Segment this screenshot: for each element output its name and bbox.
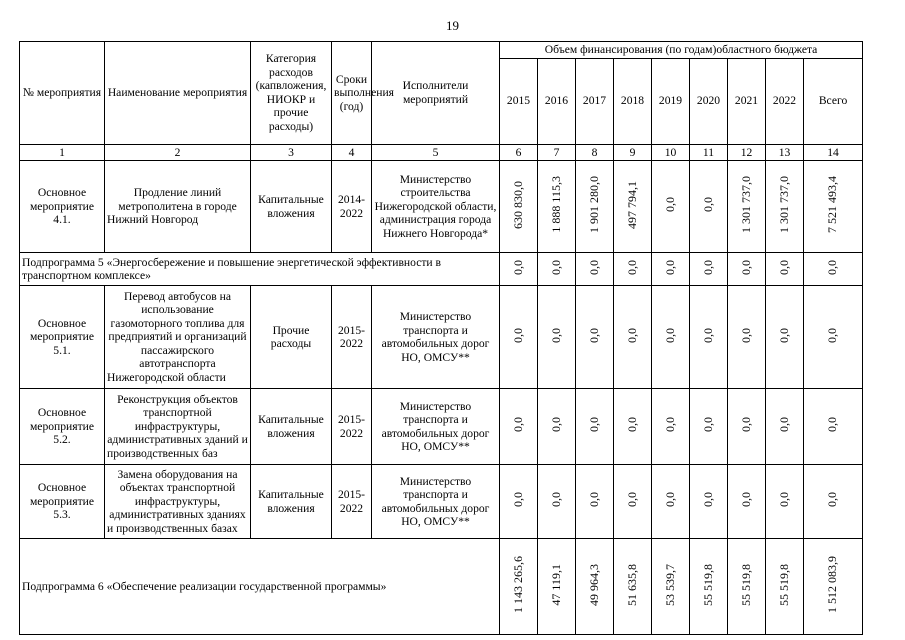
expense-category: Капитальные вложения [251,389,332,465]
funding-year-cell [652,253,690,286]
funding-year-cell [766,253,804,286]
column-index: 9 [614,144,652,161]
funding-value: 0,0 [510,417,525,433]
funding-year-cell [690,253,728,286]
funding-value: 1 301 737,0 [776,176,791,234]
header-total: Всего [804,58,863,144]
measure-name: Перевод автобусов на использование газомоторного топлива для предприятий и организаций пассажирского автотранспорта Нижегородской области [105,286,251,389]
funding-value: 0,0 [586,492,601,508]
funding-year-cell [766,389,804,465]
column-index: 12 [728,144,766,161]
funding-year-cell [538,389,576,465]
column-index: 7 [538,144,576,161]
funding-value: 0,0 [586,259,601,275]
header-terms: Сроки выполнения (год) [332,42,372,145]
column-index: 8 [576,144,614,161]
funding-total-cell [804,389,863,465]
subprogram-row [20,253,863,286]
column-index: 6 [500,144,538,161]
funding-value: 0,0 [510,259,525,275]
funding-year-cell [576,253,614,286]
funding-value: 0,0 [662,259,677,275]
funding-value: 0,0 [700,197,715,213]
funding-year-cell [538,253,576,286]
funding-value: 0,0 [662,492,677,508]
funding-value: 0,0 [738,492,753,508]
executors: Министерство транспорта и автомобильных дорог НО, ОМСУ** [372,389,500,465]
subprogram-title: Подпрограмма 6 «Обеспечение реализации государственной программы» [20,539,500,635]
expense-category: Прочие расходы [251,286,332,389]
measure-number: Основное мероприятие 5.2. [20,389,105,465]
column-index: 11 [690,144,728,161]
funding-year-cell [728,286,766,389]
funding-value: 0,0 [624,327,639,343]
funding-table [19,41,863,635]
funding-year-cell [728,465,766,539]
funding-year-cell [728,253,766,286]
funding-year-cell [538,161,576,253]
funding-year-cell [614,161,652,253]
funding-year-cell [500,465,538,539]
funding-year-cell [690,539,728,635]
measure-row [20,161,863,253]
funding-value: 0,0 [548,492,563,508]
funding-value: 7 521 493,4 [825,176,840,234]
funding-value: 0,0 [738,259,753,275]
funding-year-cell [500,286,538,389]
funding-value: 0,0 [700,492,715,508]
funding-total-cell [804,539,863,635]
expense-category: Капитальные вложения [251,161,332,253]
funding-year-cell [614,465,652,539]
funding-value: 0,0 [825,492,840,508]
funding-year-cell [614,539,652,635]
executors: Министерство строительства Нижегородской области, администрация города Нижнего Новгорода* [372,161,500,253]
funding-value: 0,0 [510,492,525,508]
funding-value: 0,0 [548,417,563,433]
implementation-terms: 2015-2022 [332,286,372,389]
funding-year-cell [728,389,766,465]
funding-year-cell [652,286,690,389]
header-year: 2022 [766,58,804,144]
header-no: № мероприятия [20,42,105,145]
header-year: 2019 [652,58,690,144]
header-year: 2020 [690,58,728,144]
funding-year-cell [538,286,576,389]
funding-value: 0,0 [776,327,791,343]
column-index: 2 [105,144,251,161]
funding-value: 55 519,8 [738,563,753,606]
funding-value: 0,0 [662,197,677,213]
executors: Министерство транспорта и автомобильных дорог НО, ОМСУ** [372,286,500,389]
funding-year-cell [500,539,538,635]
funding-year-cell [614,253,652,286]
funding-value: 0,0 [510,327,525,343]
header-year: 2017 [576,58,614,144]
funding-year-cell [766,161,804,253]
funding-year-cell [690,465,728,539]
column-index: 5 [372,144,500,161]
funding-year-cell [576,465,614,539]
funding-year-cell [500,389,538,465]
page-number: 19 [446,18,459,33]
measure-row [20,286,863,389]
funding-value: 1 901 280,0 [586,176,601,234]
funding-year-cell [500,253,538,286]
funding-value: 1 301 737,0 [738,176,753,234]
funding-value: 0,0 [738,417,753,433]
funding-total-cell [804,465,863,539]
funding-year-cell [690,286,728,389]
funding-year-cell [538,539,576,635]
funding-value: 0,0 [548,327,563,343]
funding-year-cell [576,161,614,253]
funding-total-cell [804,286,863,389]
funding-year-cell [766,465,804,539]
column-index: 14 [804,144,863,161]
executors: Министерство транспорта и автомобильных дорог НО, ОМСУ** [372,465,500,539]
funding-year-cell [652,389,690,465]
measure-name: Замена оборудования на объектах транспортной инфраструктуры, административных зданиях и производственных базах [105,465,251,539]
funding-year-cell [614,389,652,465]
measure-name: Реконструкция объектов транспортной инфраструктуры, административных зданий и производственных баз [105,389,251,465]
header-name: Наименование мероприятия [105,42,251,145]
funding-value: 0,0 [825,417,840,433]
funding-year-cell [766,286,804,389]
column-index: 13 [766,144,804,161]
funding-year-cell [576,389,614,465]
measure-name: Продление линий метрополитена в городе Нижний Новгород [105,161,251,253]
implementation-terms: 2015-2022 [332,465,372,539]
funding-total-cell [804,253,863,286]
funding-year-cell [538,465,576,539]
measure-number: Основное мероприятие 5.1. [20,286,105,389]
funding-value: 0,0 [825,327,840,343]
funding-value: 0,0 [586,327,601,343]
funding-value: 0,0 [700,417,715,433]
funding-year-cell [766,539,804,635]
measure-number: Основное мероприятие 4.1. [20,161,105,253]
column-index: 3 [251,144,332,161]
header-executors: Исполнители мероприятий [372,42,500,145]
funding-value: 0,0 [700,259,715,275]
header-category: Категория расходов (капвложения, НИОКР и прочие расходы) [251,42,332,145]
header-funding: Объем финансирования (по годам)областного бюджета [500,42,863,59]
funding-year-cell [576,539,614,635]
funding-value: 0,0 [624,259,639,275]
funding-value: 0,0 [776,417,791,433]
funding-year-cell [614,286,652,389]
header-year: 2021 [728,58,766,144]
funding-year-cell [652,539,690,635]
funding-value: 55 519,8 [776,563,791,606]
funding-year-cell [652,161,690,253]
funding-value: 0,0 [662,417,677,433]
funding-value: 0,0 [776,492,791,508]
funding-value: 1 143 265,6 [510,556,525,614]
funding-value: 1 888 115,3 [548,176,563,234]
funding-year-cell [576,286,614,389]
funding-year-cell [728,539,766,635]
implementation-terms: 2015-2022 [332,389,372,465]
column-index: 10 [652,144,690,161]
funding-value: 0,0 [776,259,791,275]
header-year: 2016 [538,58,576,144]
funding-value: 55 519,8 [700,563,715,606]
funding-year-cell [690,389,728,465]
measure-row [20,389,863,465]
funding-value: 0,0 [662,327,677,343]
funding-value: 1 512 083,9 [825,556,840,614]
funding-value: 0,0 [586,417,601,433]
funding-year-cell [652,465,690,539]
subprogram-row [20,539,863,635]
funding-year-cell [690,161,728,253]
implementation-terms: 2014-2022 [332,161,372,253]
funding-value: 630 830,0 [510,180,525,229]
measure-row [20,465,863,539]
header-year: 2015 [500,58,538,144]
funding-value: 47 119,1 [548,563,563,606]
funding-year-cell [500,161,538,253]
expense-category: Капитальные вложения [251,465,332,539]
funding-year-cell [728,161,766,253]
funding-total-cell [804,161,863,253]
column-index: 4 [332,144,372,161]
measure-number: Основное мероприятие 5.3. [20,465,105,539]
funding-value: 0,0 [738,327,753,343]
funding-value: 49 964,3 [586,563,601,606]
funding-value: 0,0 [624,492,639,508]
column-index: 1 [20,144,105,161]
column-index-row [20,144,863,161]
funding-value: 51 635,8 [624,563,639,606]
funding-value: 0,0 [825,259,840,275]
header-year: 2018 [614,58,652,144]
subprogram-title: Подпрограмма 5 «Энергосбережение и повышение энергетической эффективности в транспортном комплексе» [20,253,500,286]
funding-value: 0,0 [700,327,715,343]
funding-value: 497 794,1 [624,180,639,229]
funding-value: 53 539,7 [662,563,677,606]
funding-value: 0,0 [624,417,639,433]
funding-value: 0,0 [548,259,563,275]
